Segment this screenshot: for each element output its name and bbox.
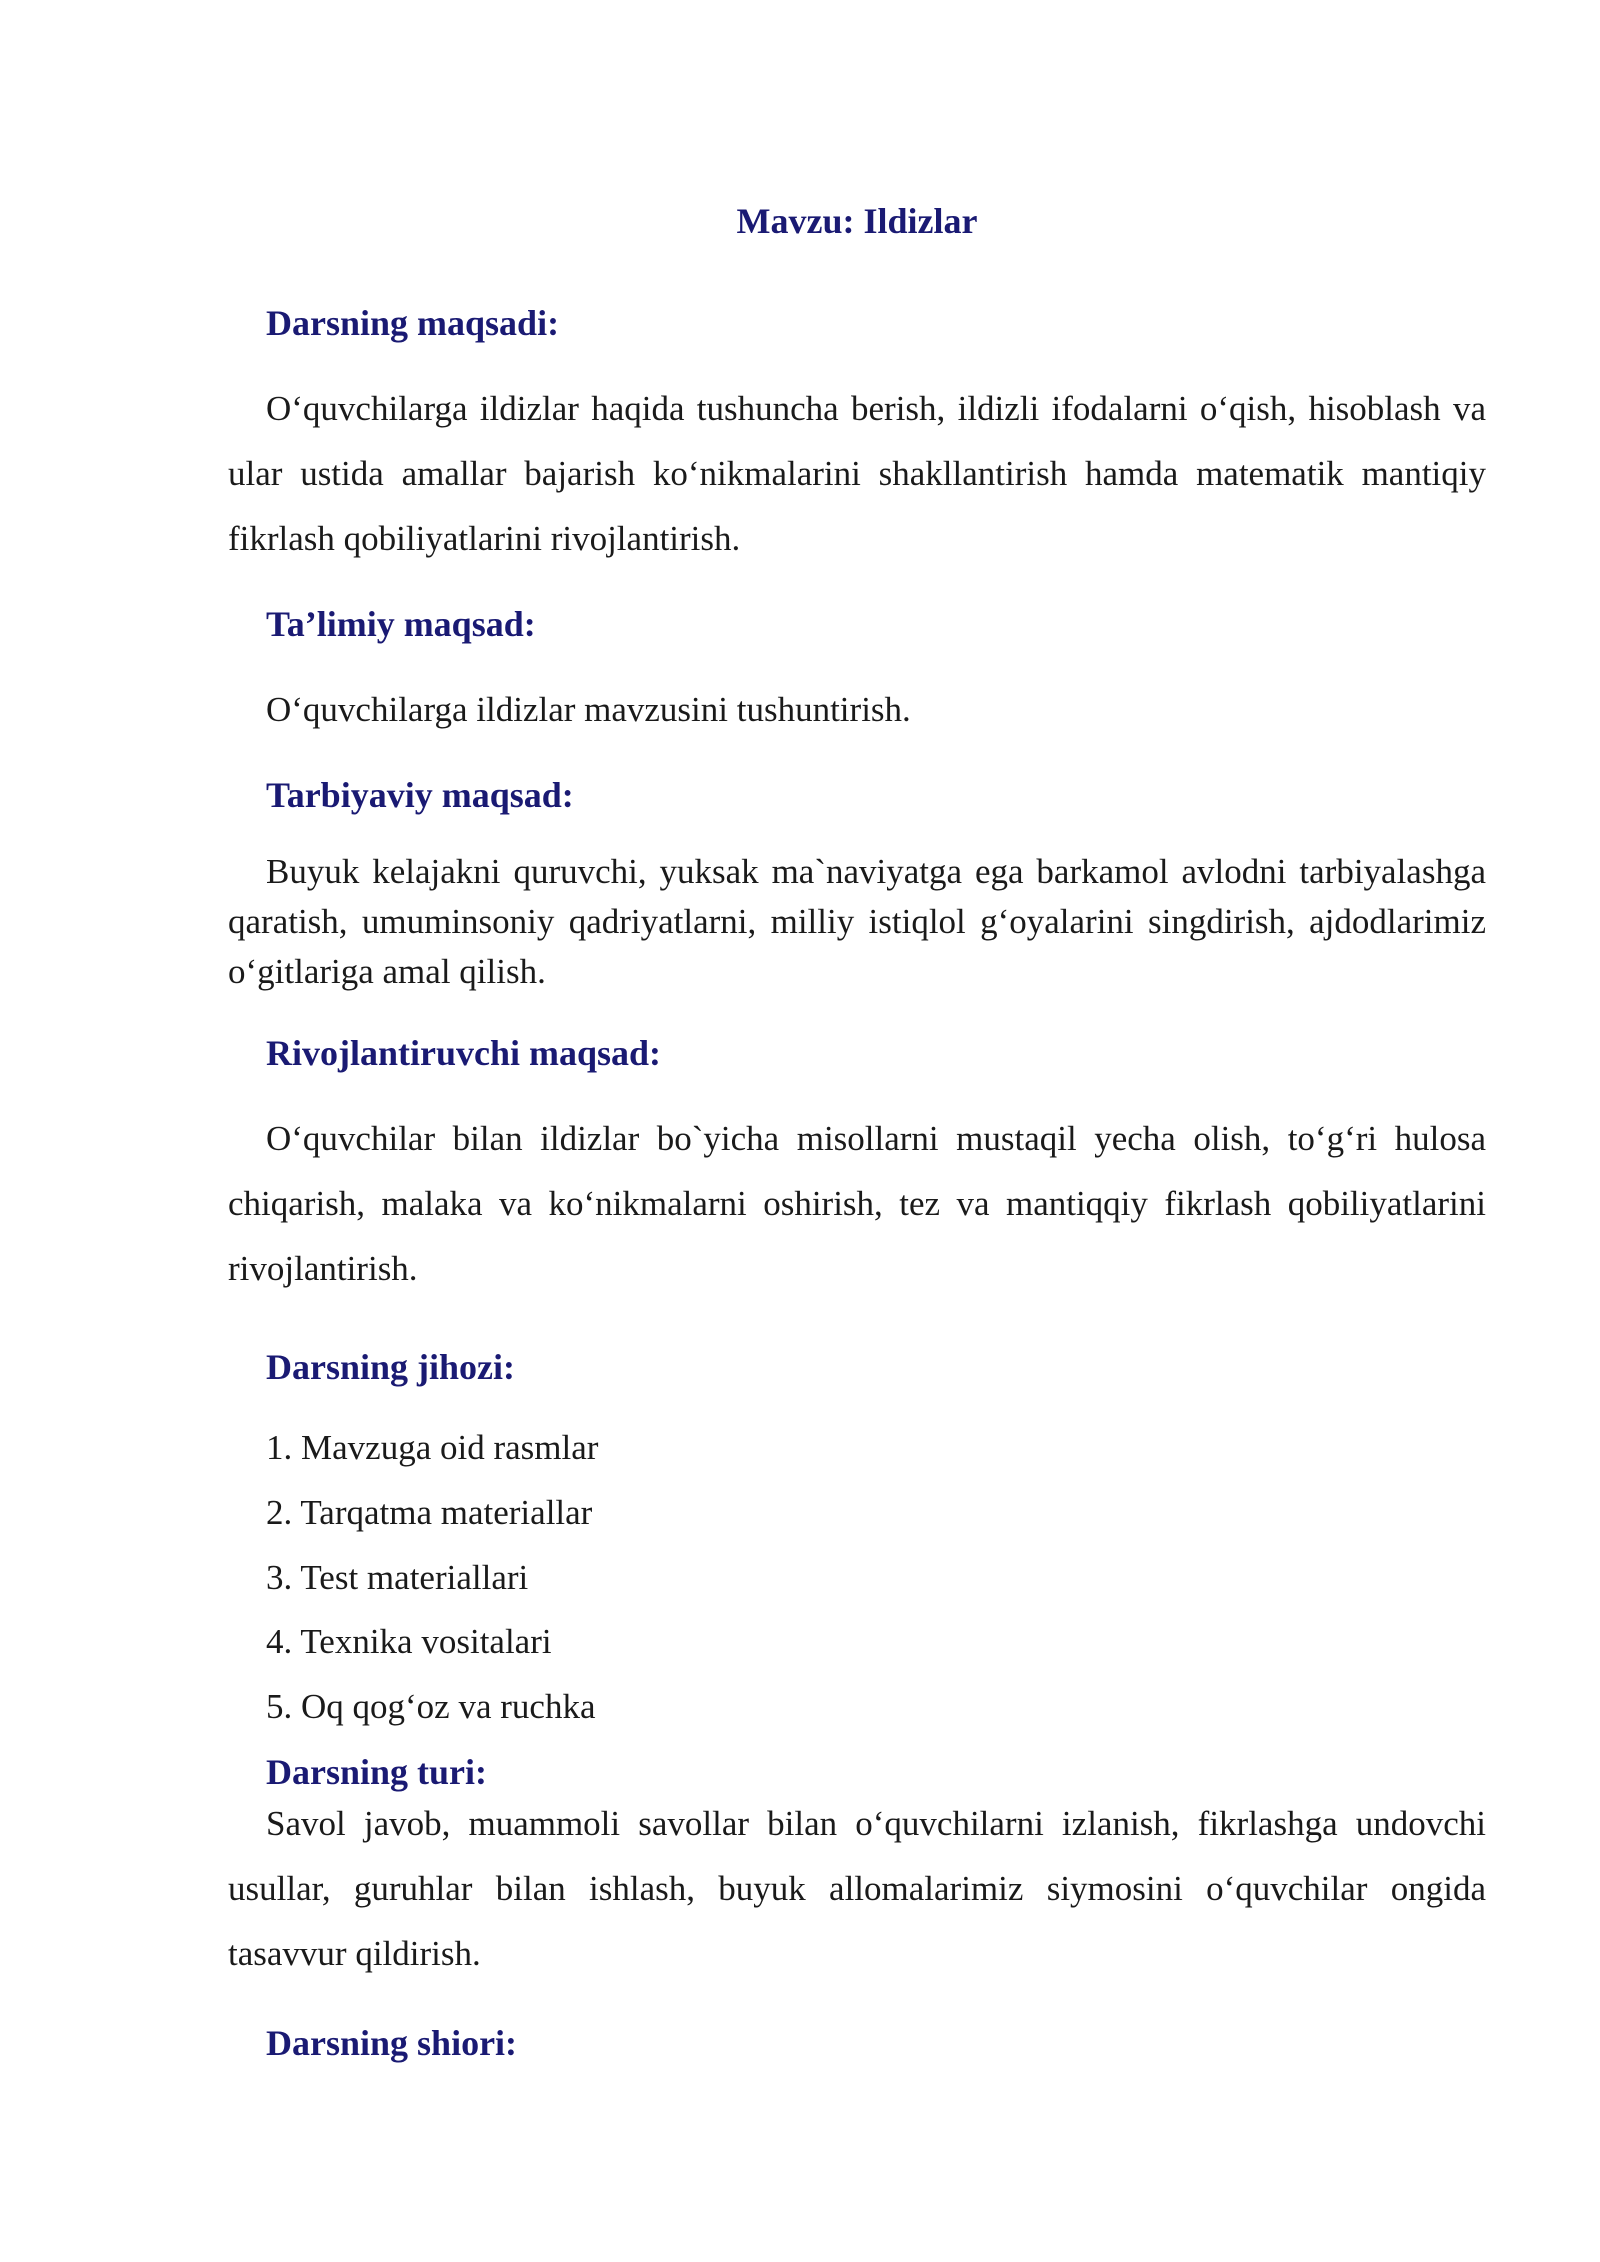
document-title: Mavzu: Ildizlar xyxy=(736,201,978,241)
paragraph-rivojlantiruvchi-maqsad: O‘quvchilar bilan ildizlar bo`yicha misollarni mustaqil yecha olish, to‘g‘ri hulosa chiqarish, malaka va ko‘nikmalarni oshirish, tez va mantiqqiy fikrlash qobiliyatlarini rivojlantirish. xyxy=(228,1119,1486,1288)
list-item: 1. Mavzuga oid rasmlar xyxy=(266,1428,599,1467)
heading-tarbiyaviy-maqsad: Tarbiyaviy maqsad: xyxy=(266,775,574,815)
list-item: 3. Test materiallari xyxy=(266,1558,529,1597)
paragraph-tarbiyaviy-maqsad: Buyuk kelajakni quruvchi, yuksak ma`naviyatga ega barkamol avlodni tarbiyalashga qaratish, umuminsoniy qadriyatlarni, milliy istiqlol g‘oyalarini singdirish, ajdodlarimiz o‘gitlariga amal qilish. xyxy=(228,852,1486,991)
heading-darsning-maqsadi: Darsning maqsadi: xyxy=(266,303,560,343)
heading-darsning-jihozi: Darsning jihozi: xyxy=(266,1347,516,1387)
paragraph-darsning-turi: Savol javob, muammoli savollar bilan o‘quvchilarni izlanish, fikrlashga undovchi usullar, guruhlar bilan ishlash, buyuk allomalarimiz siymosini o‘quvchilar ongida tasavvur qildirish. xyxy=(228,1804,1486,1973)
heading-darsning-turi: Darsning turi: xyxy=(266,1752,488,1792)
heading-darsning-shiori: Darsning shiori: xyxy=(266,2023,518,2063)
paragraph-darsning-maqsadi: O‘quvchilarga ildizlar haqida tushuncha berish, ildizli ifodalarni o‘qish, hisoblash va ular ustida amallar bajarish ko‘nikmalarini shakllantirish hamda matematik mantiqiy fikrlash qobiliyatlarini rivojlantirish. xyxy=(228,389,1486,558)
paragraph-talimiy-maqsad: O‘quvchilarga ildizlar mavzusini tushuntirish. xyxy=(266,690,911,729)
list-item: 4. Texnika vositalari xyxy=(266,1622,552,1661)
heading-talimiy-maqsad: Ta’limiy maqsad: xyxy=(266,604,536,644)
list-item: 2. Tarqatma materiallar xyxy=(266,1493,593,1532)
list-item: 5. Oq qog‘oz va ruchka xyxy=(266,1687,596,1726)
heading-rivojlantiruvchi-maqsad: Rivojlantiruvchi maqsad: xyxy=(266,1033,662,1073)
